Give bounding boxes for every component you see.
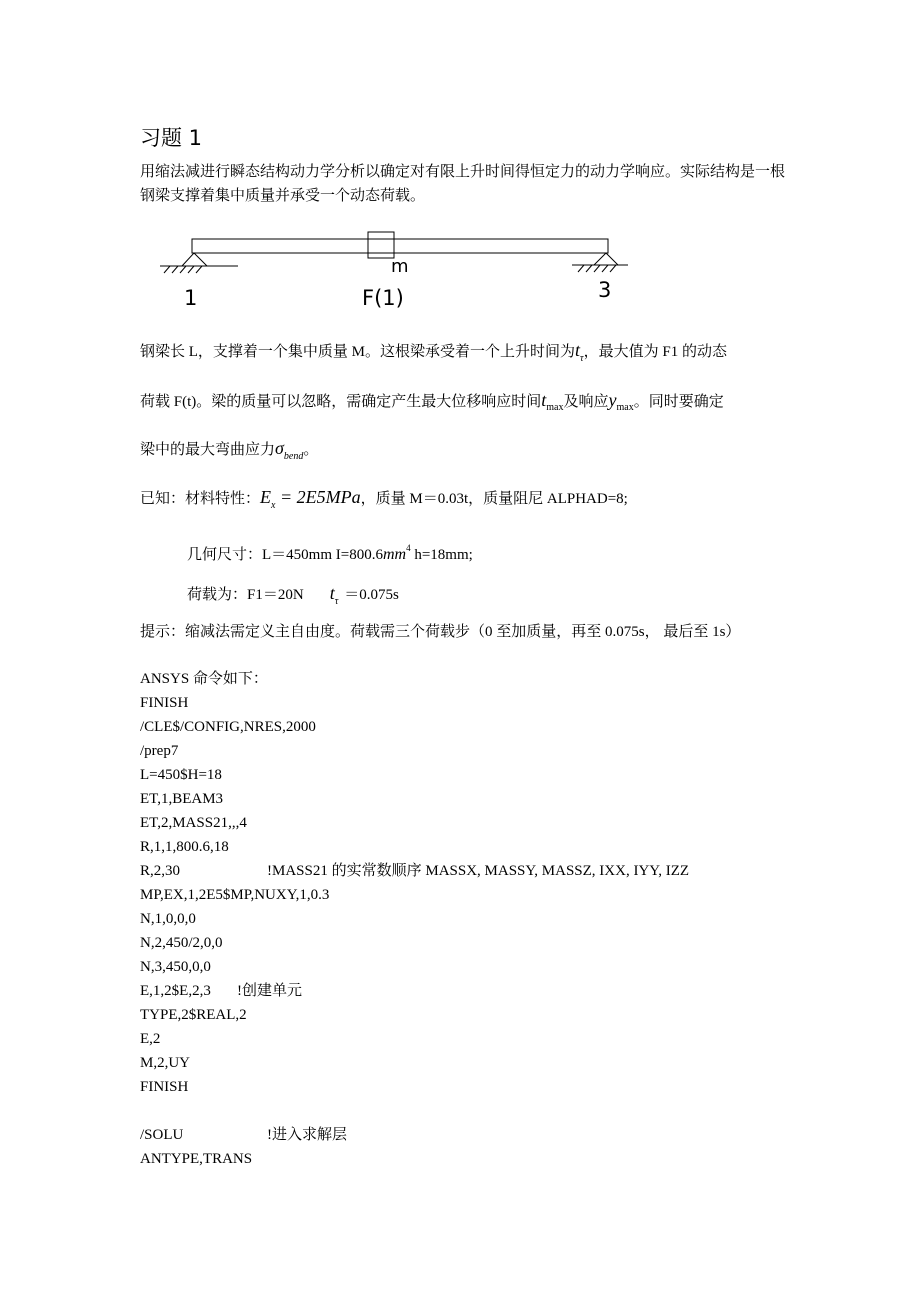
code-command: /SOLU (140, 1127, 184, 1143)
mass-label: m (391, 256, 409, 277)
code-lines (140, 691, 690, 1171)
code-line (140, 763, 329, 787)
code-command: /prep7 (140, 743, 179, 759)
node-3-label: 3 (598, 278, 612, 302)
code-line (140, 715, 329, 739)
code-line (140, 739, 329, 763)
code-command: /CLE$/CONFIG,NRES,2000 (140, 719, 316, 735)
code-line (140, 835, 329, 859)
para-line-3: 梁中的最大弯曲应力$\sigma_{bend}$。 (140, 438, 319, 462)
para-line-2: 荷载 F(t)。梁的质量可以忽略，需确定产生最大位移响应时间$t_{max}$及响应$y_{max}$。同时要确定 (140, 390, 724, 413)
code-line (140, 859, 690, 883)
code-line (140, 907, 329, 931)
beam (192, 239, 608, 253)
code-line (140, 1099, 329, 1123)
code-line (140, 691, 329, 715)
left-pin-support (160, 253, 238, 273)
code-line (140, 1027, 329, 1051)
code-line (140, 979, 329, 1003)
node-1-label: 1 (184, 286, 198, 310)
code-line (140, 931, 329, 955)
code-command: E,1,2$E,2,3 (140, 983, 211, 999)
mass-block (368, 232, 394, 258)
code-command: MP,EX,1,2E5$MP,NUXY,1,0.3 (140, 887, 330, 903)
known-material: 已知：材料特性：$E_x = 2E5MPa$，质量 M＝0.03t，质量阻尼 ALPHAD=8; (140, 487, 628, 511)
code-line (140, 883, 329, 907)
ansys-command-listing (140, 667, 690, 1171)
code-line (140, 1003, 329, 1027)
code-command: M,2,UY (140, 1055, 191, 1071)
code-line (140, 1075, 329, 1099)
code-command: N,1,0,0,0 (140, 911, 196, 927)
known-geometry: 几何尺寸：L＝450mm $I=800.6mm^4$ h=18mm; (187, 543, 473, 563)
code-command: FINISH (140, 1079, 189, 1095)
code-line (140, 1123, 347, 1147)
code-command: R,2,30 (140, 863, 181, 879)
code-intro: ANSYS 命令如下： (140, 671, 268, 687)
code-command: ANTYPE,TRANS (140, 1151, 253, 1167)
intro-paragraph: 用缩法减进行瞬态结构动力学分析以确定对有限上升时间得恒定力的动力学响应。实际结构是一根钢梁支撑着集中质量并承受一个动态荷载。 (140, 164, 786, 204)
exercise-title: 习题 1 (140, 126, 203, 150)
code-line (140, 787, 329, 811)
known-load: 荷载为：F1＝20N $t_\tau =0.075s$ (187, 583, 399, 607)
hint-text: 提示：缩减法需定义主自由度。荷载需三个荷载步（0 至加质量，再至 0.075s， 最后至 1s） (140, 624, 741, 640)
code-comment: !进入求解层 (267, 1127, 347, 1143)
right-pin-support (572, 253, 628, 272)
code-line (140, 1147, 329, 1171)
code-command: N,2,450/2,0,0 (140, 935, 223, 951)
code-line (140, 1051, 329, 1075)
code-command: E,2 (140, 1031, 161, 1047)
beam-diagram (150, 222, 650, 317)
code-command: ET,1,BEAM3 (140, 791, 224, 807)
code-comment: !MASS21 的实常数顺序 MASSX, MASSY, MASSZ, IXX, IYY, IZZ (267, 863, 690, 879)
code-comment: !创建单元 (237, 983, 302, 999)
code-command: N,3,450,0,0 (140, 959, 211, 975)
para-line-1: 钢梁长 L，支撑着一个集中质量 M。这根梁承受着一个上升时间为$t_\tau$，最大值为 F1 的动态 (140, 340, 727, 364)
code-command: R,1,1,800.6,18 (140, 839, 229, 855)
code-line (140, 811, 329, 835)
code-command: L=450$H=18 (140, 767, 222, 783)
code-command: TYPE,2$REAL,2 (140, 1007, 247, 1023)
force-label: F(1) (362, 286, 404, 310)
code-line (140, 955, 329, 979)
code-command: FINISH (140, 695, 189, 711)
code-command: ET,2,MASS21,,,4 (140, 815, 247, 831)
